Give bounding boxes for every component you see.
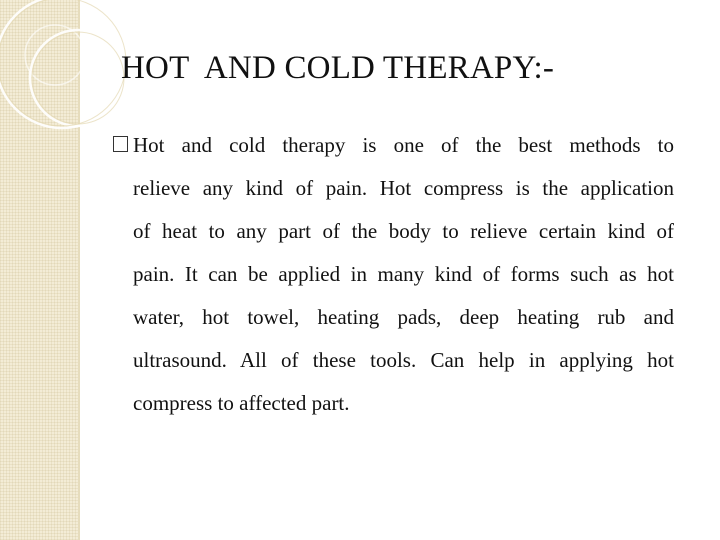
bullet-paragraph <box>133 124 674 425</box>
paragraph-line: of heat to any part of the body to relieve certain kind of <box>133 219 674 243</box>
deco-circle-mid-tint <box>32 32 124 124</box>
deco-circle-outer-tint <box>0 0 126 126</box>
slide-title: HOT AND COLD THERAPY:- <box>121 50 555 86</box>
deco-circle-outer <box>0 0 128 128</box>
missing-glyph-bullet-icon <box>113 136 128 152</box>
paragraph-line: compress to affected part. <box>133 391 350 415</box>
paragraph-line: Hot and cold therapy is one of the best methods to <box>133 133 674 157</box>
paragraph-line: water, hot towel, heating pads, deep heating rub and <box>133 305 674 329</box>
paragraph-line: ultrasound. All of these tools. Can help in applying hot <box>133 348 674 372</box>
paragraph-line: pain. It can be applied in many kind of forms such as hot <box>133 262 674 286</box>
deco-circle-mid <box>30 30 126 126</box>
deco-circle-inner <box>25 25 85 85</box>
paragraph-line: relieve any kind of pain. Hot compress is the application <box>133 176 674 200</box>
